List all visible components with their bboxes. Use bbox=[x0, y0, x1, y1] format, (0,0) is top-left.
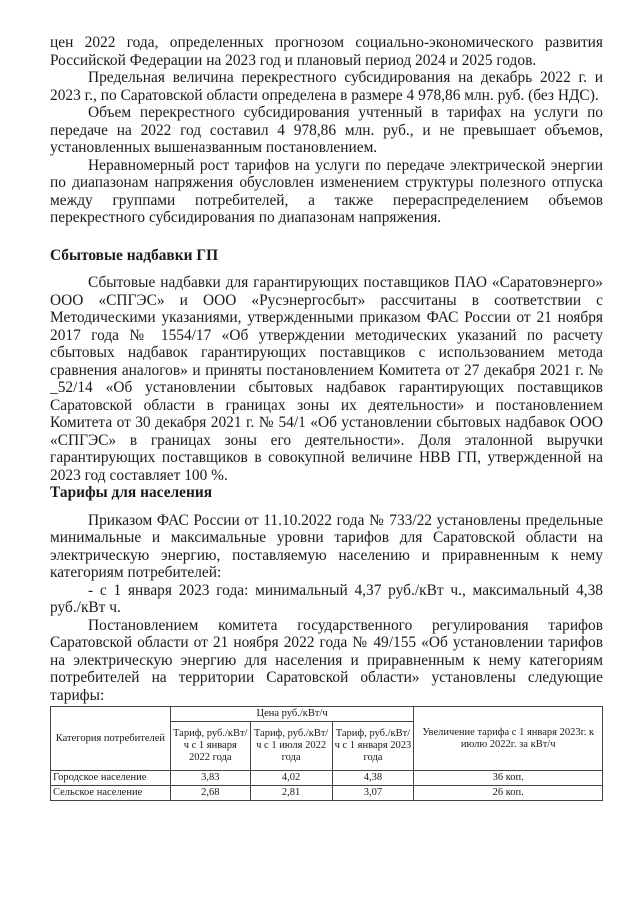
header-price-group: Цена руб./кВт/ч bbox=[170, 707, 414, 722]
row-category: Сельское население bbox=[51, 786, 171, 801]
paragraph-tariff-limits: - с 1 января 2023 года: минимальный 4,37 руб./кВт ч., максимальный 4,38 руб./кВт ч. bbox=[50, 581, 603, 616]
row-increase: 26 коп. bbox=[414, 786, 603, 801]
paragraph-uneven-growth: Неравномерный рост тарифов на услуги по передаче электрической энергии по диапазонам напряжения обусловлен изменением структуры полезного отпуска между группами потребителей, а также перераспределением объемов перекрестного субсидирования по диапазонам напряжения. bbox=[50, 156, 603, 226]
header-tariff-jul-2022: Тариф, руб./кВт/ч с 1 июля 2022 года bbox=[250, 722, 332, 771]
row-increase: 36 коп. bbox=[414, 771, 603, 786]
document-page bbox=[50, 34, 603, 801]
row-tariff-jan-2022: 2,68 bbox=[170, 786, 250, 801]
paragraph-committee-resolution: Постановлением комитета государственного регулирования тарифов Саратовской области от 21 ноября 2022 года № 49/155 «Об установлении тарифов на электрическую энергию для населения и приравненным к нему категориям потребителей на территории Саратовской области» установлены следующие тарифы: bbox=[50, 616, 603, 704]
tariff-table bbox=[50, 706, 603, 801]
row-category: Городское население bbox=[51, 771, 171, 786]
paragraph-sales-markups: Сбытовые надбавки для гарантирующих поставщиков ПАО «Саратовэнерго» ООО «СПГЭС» и ООО «Русэнергосбыт» рассчитаны в соответствии с Методическими указаниями, утвержденными приказом ФАС России от 21 ноября 2017 года № 1554/17 «Об утверждении методических указаний по расчету сбытовых надбавок гарантирующих поставщиков с использованием метода сравнения аналогов» и приняты постановлением Комитета от 27 декабря 2021 г. № _52/14 «Об установлении сбытовых надбавок гарантирующих поставщиков Саратовской области в границах зоны их деятельности» и постановлением Комитета от 30 декабря 2021 г. № 54/1 «Об установлении сбытовых надбавок ООО «СПГЭС» в границах зоны его деятельности». Доля эталонной выручки гарантирующих поставщиков в совокупной величине НВВ ГП, утвержденной на 2023 год составляет 100 %. bbox=[50, 274, 603, 484]
table-row bbox=[51, 771, 603, 786]
paragraph-cross-subsidy-limit: Предельная величина перекрестного субсидирования на декабрь 2022 г. и 2023 г., по Саратовской области определена в размере 4 978,86 млн. руб. (без НДС). bbox=[50, 69, 603, 104]
paragraph-fas-order: Приказом ФАС России от 11.10.2022 года № 733/22 установлены предельные минимальные и максимальные уровни тарифов для Саратовской области на электрическую энергию, поставляемую населению и приравненным к нему категориям потребителей: bbox=[50, 511, 603, 581]
heading-population-tariffs: Тарифы для населения bbox=[50, 484, 213, 501]
table-row bbox=[51, 786, 603, 801]
header-tariff-jan-2023: Тариф, руб./кВт/ч с 1 января 2023 года bbox=[332, 722, 414, 771]
row-tariff-jul-2022: 4,02 bbox=[250, 771, 332, 786]
paragraph-cross-subsidy-volume: Объем перекрестного субсидирования учтенный в тарифах на услуги по передаче на 2022 год составил 4 978,86 млн. руб., и не превышает объемов, установленных вышеназванным постановлением. bbox=[50, 104, 603, 156]
header-tariff-jan-2022: Тариф, руб./кВт/ч с 1 января 2022 года bbox=[170, 722, 250, 771]
header-increase: Увеличение тарифа с 1 января 2023г. к июлю 2022г. за кВт/ч bbox=[414, 707, 603, 771]
table-header-row bbox=[51, 707, 603, 722]
heading-sales-markups: Сбытовые надбавки ГП bbox=[50, 246, 219, 264]
row-tariff-jan-2023: 3,07 bbox=[332, 786, 414, 801]
header-category: Категория потребителей bbox=[51, 707, 171, 771]
row-tariff-jan-2022: 3,83 bbox=[170, 771, 250, 786]
row-tariff-jan-2023: 4,38 bbox=[332, 771, 414, 786]
row-tariff-jul-2022: 2,81 bbox=[250, 786, 332, 801]
paragraph-forecast-continuation: цен 2022 года, определенных прогнозом социально-экономического развития Российской Федерации на 2023 год и плановый период 2024 и 2025 годов. bbox=[50, 34, 603, 69]
